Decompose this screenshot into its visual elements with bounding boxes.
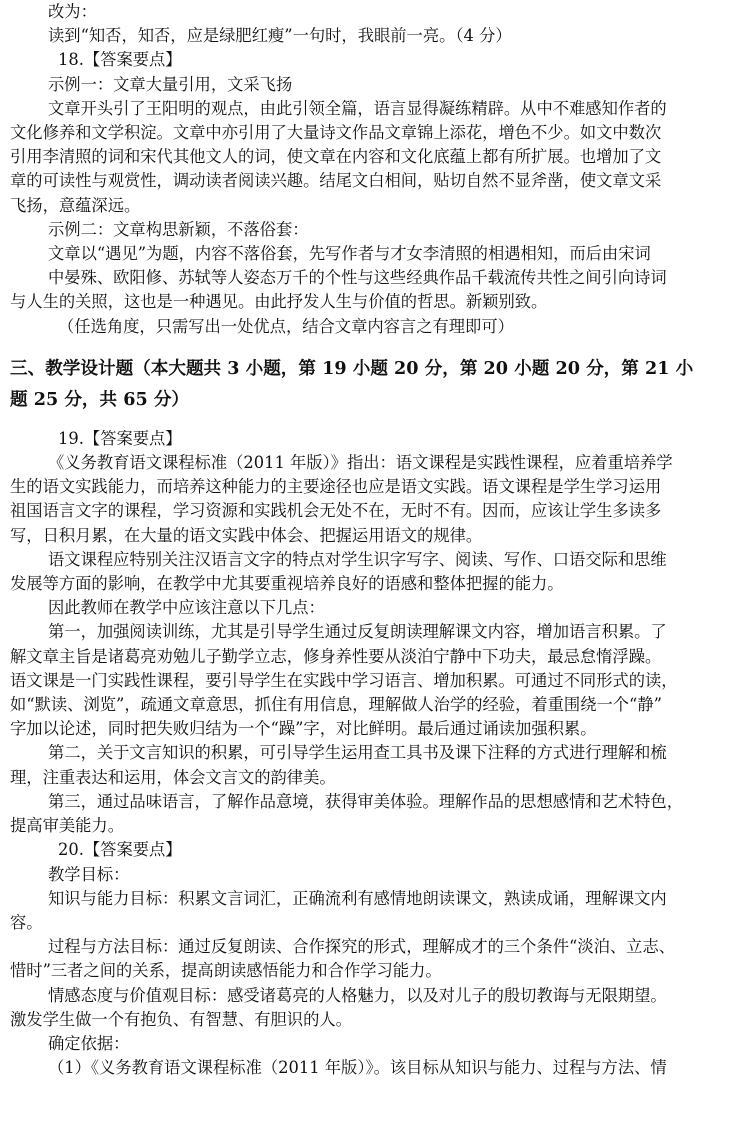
q18-example1-line: 引用李清照的词和宋代其他文人的词，使文章在内容和文化底蕴上都有所扩展。也增加了文 (10, 147, 662, 167)
q17-tail (10, 0, 722, 48)
section3-heading (10, 355, 722, 413)
q19-para5-line: 理，注重表达和运用，体会文言文的韵律美。 (10, 767, 336, 787)
q18-example1-line: 章的可读性与观赏性，调动读者阅读兴趣。结尾文白相间，贴切自然不显斧凿，使文章文采 (10, 171, 662, 191)
q20-title: 20.【答案要点】 (58, 840, 182, 860)
q20-goals-label: 教学目标： (48, 864, 130, 884)
q19-para2-line: 语文课程应特别关注汉语言文字的特点对学生识字写字、阅读、写作、口语交际和思维 (48, 549, 667, 569)
q18-example2-line: 与人生的关照，这也是一种遇见。由此抒发人生与价值的哲思。新颖别致。 (10, 292, 548, 312)
q19-para1-line: 生的语文实践能力，而培养这种能力的主要途径也应是语文实践。语文课程是学生学习运用 (10, 477, 662, 497)
q20-basis-label: 确定依据： (48, 1033, 130, 1053)
q18-example1-title: 示例一：文章大量引用，文采飞扬 (48, 74, 293, 94)
spacer (10, 339, 722, 351)
spacer (10, 415, 722, 427)
q19-para1-line: 祖国语言文字的课程，学习资源和实践机会无处不在，无时不有。因而，应该让学生多读多 (10, 501, 662, 521)
q18-answer (10, 48, 722, 338)
q19-para3: 因此教师在教学中应该注意以下几点： (48, 598, 325, 618)
q19-para4-line: 解文章主旨是诸葛亮劝勉儿子勤学立志，修身养性要从淡泊宁静中下功夫，最忌怠惰浮躁。 (10, 646, 662, 666)
q18-example2-title: 示例二：文章构思新颖，不落俗套： (48, 219, 309, 239)
q20-answer (10, 838, 722, 1080)
q19-para5-line: 第二，关于文言知识的积累，可引导学生运用查工具书及课下注释的方式进行理解和梳 (48, 743, 667, 763)
q20-goal3-line: 情感态度与价值观目标：感受诸葛亮的人格魅力，以及对儿子的殷切教诲与无限期望。 (48, 985, 667, 1005)
q18-example1-line: 文章开头引了王阳明的观点，由此引领全篇，语言显得凝练精辟。从中不难感知作者的 (48, 98, 667, 118)
section3-heading-line: 三、教学设计题（本大题共 3 小题，第 19 小题 20 分，第 20 小题 20 分，第 21 小 (10, 357, 694, 379)
q19-para4-line: 第一，加强阅读训练，尤其是引导学生通过反复朗读理解课文内容，增加语言积累。了 (48, 622, 667, 642)
q19-para4-line: 语文课是一门实践性课程，要引导学生在实践中学习语言、增加积累。可通过不同形式的读， (10, 670, 678, 690)
q18-example1-line: 飞扬，意蕴深远。 (10, 195, 141, 215)
section3-heading-line: 题 25 分，共 65 分） (10, 388, 190, 410)
q20-basis1: （1）《义务教育语文课程标准（2011 年版）》。该目标从知识与能力、过程与方法、情 (48, 1058, 667, 1078)
q20-goal2-line: 过程与方法目标：通过反复朗读、合作探究的形式，理解成才的三个条件“淡泊、立志、 (48, 937, 676, 957)
q19-para6-line: 第三，通过品味语言，了解作品意境，获得审美体验。理解作品的思想感情和艺术特色， (48, 791, 683, 811)
q19-para2-line: 发展等方面的影响，在教学中尤其要重视培养良好的语感和整体把握的能力。 (10, 574, 564, 594)
revised-sentence: 读到“知否，知否，应是绿肥红瘦”一句时，我眼前一亮。（4 分） (48, 26, 512, 46)
q19-para4-line: 如“默读、浏览”，疏通文章意思，抓住有用信息，理解做人治学的经验，着重围绕一个“静” (10, 695, 662, 715)
q19-title: 19.【答案要点】 (58, 428, 182, 448)
q19-para1-line: 写，日积月累，在大量的语文实践中体会、把握运用语文的规律。 (10, 525, 483, 545)
q20-goal2-line: 惜时”三者之间的关系，提高朗读感悟能力和合作学习能力。 (10, 961, 442, 981)
q18-example2-line: 文章以“遇见”为题，内容不落俗套，先写作者与才女李清照的相遇相知，而后由宋词 (48, 244, 651, 264)
q19-para1-line: 《义务教育语文课程标准（2011 年版）》指出：语文课程是实践性课程，应着重培养学 (48, 453, 673, 473)
q18-note: （任选角度，只需写出一处优点，结合文章内容言之有理即可） (58, 316, 514, 336)
q18-example1-line: 文化修养和文学积淀。文章中亦引用了大量诗文作品文章锦上添花，增色不少。如文中数次 (10, 123, 662, 143)
q20-goal1-line: 知识与能力目标：积累文言词汇，正确流利有感情地朗读课文，熟读成诵，理解课文内 (48, 888, 667, 908)
revise-label: 改为： (48, 2, 97, 21)
q20-goal3-line: 激发学生做一个有抱负、有智慧、有胆识的人。 (10, 1009, 352, 1029)
q19-para6-line: 提高审美能力。 (10, 816, 124, 836)
q18-example2-line: 中晏殊、欧阳修、苏轼等人姿态万千的个性与这些经典作品千载流传共性之间引向诗词 (48, 268, 667, 288)
q19-para4-line: 字加以论述，同时把失败归结为一个“躁”字，对比鲜明。最后通过诵读加强积累。 (10, 719, 597, 739)
q18-title: 18.【答案要点】 (58, 50, 182, 70)
q19-answer (10, 427, 722, 838)
q20-goal1-line: 容。 (10, 912, 43, 932)
